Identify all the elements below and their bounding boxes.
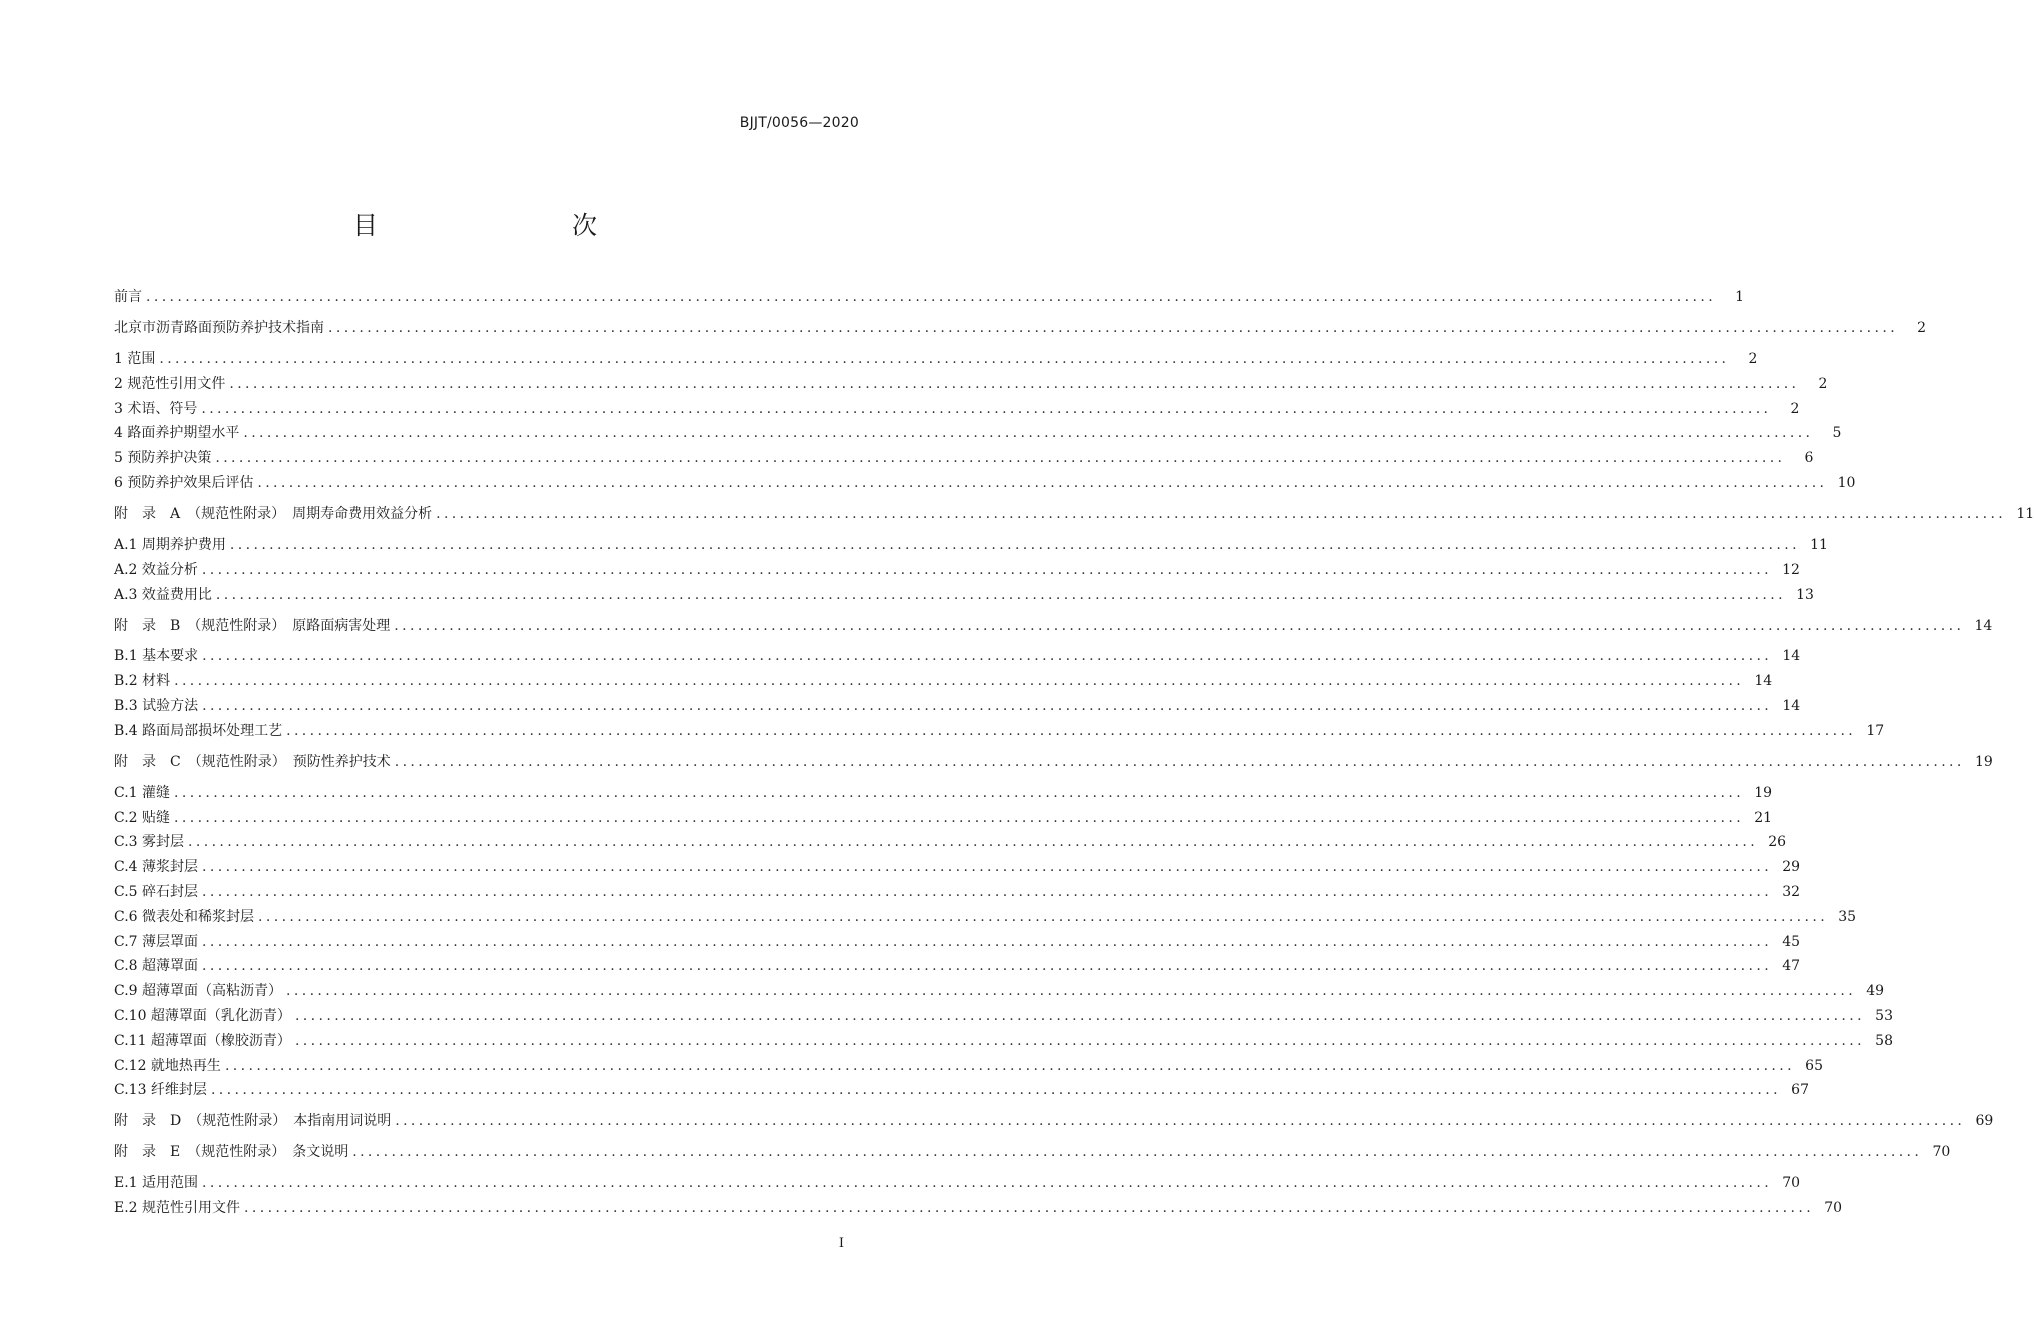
- toc-entry-label: C.5 碎石封层: [114, 884, 199, 901]
- toc-entry-page: 11: [1810, 536, 1828, 553]
- toc-entry-page: 58: [1875, 1032, 1893, 1049]
- toc-entry[interactable]: [114, 719, 1885, 744]
- toc-dot-leader: ........................................................................................................................................................................................................: [174, 673, 1745, 690]
- toc-entry-page: 67: [1791, 1082, 1809, 1099]
- toc-dot-leader: ........................................................................................................................................................................................................: [257, 474, 1828, 491]
- toc-entry-label: C.2 贴缝: [114, 809, 171, 826]
- toc-dot-leader: ........................................................................................................................................................................................................: [215, 586, 1786, 603]
- toc-entry-label: B.4 路面局部损坏处理工艺: [114, 722, 283, 739]
- toc-dot-leader: ........................................................................................................................................................................................................: [328, 319, 1899, 336]
- toc-entry[interactable]: [114, 533, 1828, 558]
- toc-entry-page: 65: [1805, 1057, 1823, 1074]
- toc-entry-page: 35: [1838, 908, 1857, 925]
- toc-dot-leader: ........................................................................................................................................................................................................: [201, 561, 1772, 578]
- toc-entry-page: 13: [1796, 586, 1814, 603]
- page-title: 目 次: [352, 211, 645, 240]
- toc-entry[interactable]: [114, 855, 1801, 880]
- toc-entry[interactable]: [114, 750, 1993, 775]
- toc-entry[interactable]: [114, 1078, 1809, 1103]
- toc-entry-label: 前言: [114, 289, 142, 305]
- toc-entry[interactable]: [114, 979, 1885, 1004]
- toc-entry-page: 21: [1754, 809, 1773, 826]
- toc-entry[interactable]: [114, 316, 1927, 341]
- toc-dot-leader: ........................................................................................................................................................................................................: [286, 722, 1857, 739]
- toc-entry-label: 北京市沥青路面预防养护技术指南: [114, 319, 324, 336]
- toc-entry-label: C.10 超薄罩面（乳化沥青）: [114, 1008, 291, 1025]
- toc-dot-leader: ........................................................................................................................................................................................................: [174, 784, 1745, 801]
- table-of-contents: [114, 285, 2034, 1221]
- toc-entry-label: C.11 超薄罩面（橡胶沥青）: [114, 1032, 291, 1049]
- toc-entry-page: 2: [1748, 350, 1758, 367]
- toc-entry-label: 2 规范性引用文件: [114, 375, 226, 392]
- toc-entry-label: C.8 超薄罩面: [114, 958, 199, 975]
- toc-entry-label: 附 录 D （规范性附录） 本指南用词说明: [114, 1113, 392, 1130]
- toc-entry[interactable]: [114, 880, 1801, 905]
- toc-entry-page: 14: [1782, 648, 1801, 665]
- toc-entry-page: 19: [1974, 753, 1993, 770]
- toc-entry[interactable]: [114, 558, 1800, 583]
- toc-entry-page: 19: [1754, 784, 1773, 801]
- toc-entry-page: 1: [1735, 289, 1745, 305]
- toc-entry-page: 70: [1824, 1200, 1843, 1217]
- toc-entry-label: 附 录 B （规范性附录） 原路面病害处理: [114, 617, 391, 634]
- toc-entry[interactable]: [114, 1140, 1951, 1165]
- toc-entry[interactable]: [114, 644, 1801, 669]
- toc-entry-page: 2: [1790, 400, 1800, 417]
- toc-entry-page: 29: [1782, 859, 1801, 876]
- toc-entry[interactable]: [114, 372, 1828, 397]
- toc-entry[interactable]: [114, 1004, 1893, 1029]
- toc-entry-label: 6 预防养护效果后评估: [114, 474, 254, 491]
- toc-entry[interactable]: [114, 397, 1800, 422]
- toc-entry-label: B.2 材料: [114, 673, 171, 690]
- toc-dot-leader: ........................................................................................................................................................................................................: [436, 505, 2007, 522]
- page-footer-number: I: [838, 1236, 844, 1251]
- toc-entry[interactable]: [114, 954, 1801, 979]
- toc-entry[interactable]: [114, 806, 1773, 831]
- toc-entry-page: 12: [1782, 561, 1800, 578]
- toc-dot-leader: ........................................................................................................................................................................................................: [159, 350, 1730, 367]
- toc-entry-page: 26: [1768, 834, 1787, 851]
- toc-dot-leader: ........................................................................................................................................................................................................: [215, 450, 1786, 467]
- toc-entry[interactable]: [114, 781, 1773, 806]
- toc-entry-page: 17: [1866, 722, 1885, 739]
- toc-entry[interactable]: [114, 830, 1787, 855]
- toc-entry-label: A.3 效益费用比: [114, 586, 212, 603]
- toc-entry-page: 10: [1837, 474, 1856, 491]
- toc-entry[interactable]: [114, 930, 1801, 955]
- toc-dot-leader: ........................................................................................................................................................................................................: [202, 1175, 1773, 1192]
- toc-entry[interactable]: [114, 583, 1814, 608]
- toc-entry-page: 47: [1782, 958, 1801, 975]
- toc-dot-leader: ........................................................................................................................................................................................................: [202, 648, 1773, 665]
- toc-entry-page: 14: [1754, 673, 1773, 690]
- toc-entry[interactable]: [114, 347, 1758, 372]
- toc-entry-label: C.6 微表处和稀浆封层: [114, 908, 255, 925]
- toc-entry-label: C.3 雾封层: [114, 834, 185, 851]
- toc-entry[interactable]: [114, 471, 1856, 496]
- toc-dot-leader: ........................................................................................................................................................................................................: [294, 1008, 1865, 1025]
- toc-dot-leader: ........................................................................................................................................................................................................: [202, 859, 1773, 876]
- toc-dot-leader: ........................................................................................................................................................................................................: [188, 834, 1759, 851]
- toc-entry-page: 45: [1782, 933, 1801, 950]
- toc-entry-label: C.9 超薄罩面（高粘沥青）: [114, 983, 283, 1000]
- toc-entry[interactable]: [114, 1109, 1994, 1134]
- toc-entry[interactable]: [114, 446, 1814, 471]
- toc-entry-page: 5: [1832, 425, 1842, 442]
- toc-entry[interactable]: [114, 1054, 1823, 1079]
- toc-dot-leader: ........................................................................................................................................................................................................: [395, 1113, 1966, 1130]
- toc-dot-leader: ........................................................................................................................................................................................................: [224, 1057, 1795, 1074]
- toc-entry-label: B.3 试验方法: [114, 698, 199, 715]
- toc-entry-page: 14: [1974, 617, 1993, 634]
- toc-dot-leader: ........................................................................................................................................................................................................: [352, 1144, 1923, 1161]
- toc-entry-page: 2: [1917, 319, 1927, 336]
- toc-entry-page: 53: [1875, 1008, 1893, 1025]
- toc-entry[interactable]: [114, 502, 2034, 527]
- toc-entry-page: 6: [1804, 450, 1814, 467]
- toc-dot-leader: ........................................................................................................................................................................................................: [394, 753, 1965, 770]
- toc-entry-label: A.1 周期养护费用: [114, 536, 226, 553]
- toc-entry-label: C.7 薄层罩面: [114, 933, 199, 950]
- toc-entry-label: E.1 适用范围: [114, 1175, 199, 1192]
- toc-entry-label: 4 路面养护期望水平: [114, 425, 240, 442]
- toc-dot-leader: ........................................................................................................................................................................................................: [258, 908, 1829, 925]
- toc-entry[interactable]: [114, 421, 1842, 446]
- toc-entry-label: A.2 效益分析: [114, 561, 198, 578]
- toc-dot-leader: ........................................................................................................................................................................................................: [202, 958, 1773, 975]
- toc-entry-page: 32: [1782, 884, 1801, 901]
- toc-dot-leader: ........................................................................................................................................................................................................: [210, 1082, 1781, 1099]
- toc-entry[interactable]: [114, 1171, 1801, 1196]
- toc-entry[interactable]: [114, 285, 1745, 310]
- toc-dot-leader: ........................................................................................................................................................................................................: [174, 809, 1745, 826]
- toc-entry-page: 11: [2016, 505, 2034, 522]
- toc-entry-label: C.12 就地热再生: [114, 1057, 221, 1074]
- toc-dot-leader: ........................................................................................................................................................................................................: [286, 983, 1857, 1000]
- toc-entry[interactable]: [114, 669, 1773, 694]
- toc-entry-page: 49: [1866, 983, 1885, 1000]
- toc-dot-leader: ........................................................................................................................................................................................................: [146, 289, 1717, 305]
- toc-dot-leader: ........................................................................................................................................................................................................: [229, 536, 1800, 553]
- toc-entry-label: 3 术语、符号: [114, 400, 198, 417]
- toc-dot-leader: ........................................................................................................................................................................................................: [229, 375, 1800, 392]
- toc-entry-label: 附 录 A （规范性附录） 周期寿命费用效益分析: [114, 505, 433, 522]
- toc-dot-leader: ........................................................................................................................................................................................................: [201, 400, 1772, 417]
- toc-entry-label: 附 录 E （规范性附录） 条文说明: [114, 1144, 349, 1161]
- toc-dot-leader: ........................................................................................................................................................................................................: [202, 884, 1773, 901]
- toc-entry-page: 14: [1782, 698, 1801, 715]
- toc-dot-leader: ........................................................................................................................................................................................................: [202, 698, 1773, 715]
- toc-entry[interactable]: [114, 905, 1857, 930]
- toc-entry-label: C.13 纤维封层: [114, 1082, 207, 1099]
- toc-entry[interactable]: [114, 1196, 1843, 1221]
- toc-entry-label: 5 预防养护决策: [114, 450, 212, 467]
- toc-entry-label: B.1 基本要求: [114, 648, 199, 665]
- document-code: BJJT/0056—2020: [739, 115, 859, 131]
- toc-dot-leader: ........................................................................................................................................................................................................: [394, 617, 1965, 634]
- toc-dot-leader: ........................................................................................................................................................................................................: [244, 1200, 1815, 1217]
- toc-entry[interactable]: [114, 614, 1993, 639]
- toc-dot-leader: ........................................................................................................................................................................................................: [202, 933, 1773, 950]
- toc-entry-label: 1 范围: [114, 350, 156, 367]
- toc-dot-leader: ........................................................................................................................................................................................................: [294, 1032, 1865, 1049]
- toc-entry-page: 69: [1975, 1113, 1994, 1130]
- toc-dot-leader: ........................................................................................................................................................................................................: [243, 425, 1814, 442]
- toc-entry-label: 附 录 C （规范性附录） 预防性养护技术: [114, 753, 391, 770]
- toc-entry-label: E.2 规范性引用文件: [114, 1200, 241, 1217]
- toc-entry[interactable]: [114, 1029, 1893, 1054]
- toc-entry[interactable]: [114, 694, 1801, 719]
- toc-entry-page: 2: [1818, 375, 1828, 392]
- toc-entry-page: 70: [1932, 1144, 1951, 1161]
- toc-entry-page: 70: [1782, 1175, 1801, 1192]
- toc-entry-label: C.1 灌缝: [114, 784, 171, 801]
- toc-entry-label: C.4 薄浆封层: [114, 859, 199, 876]
